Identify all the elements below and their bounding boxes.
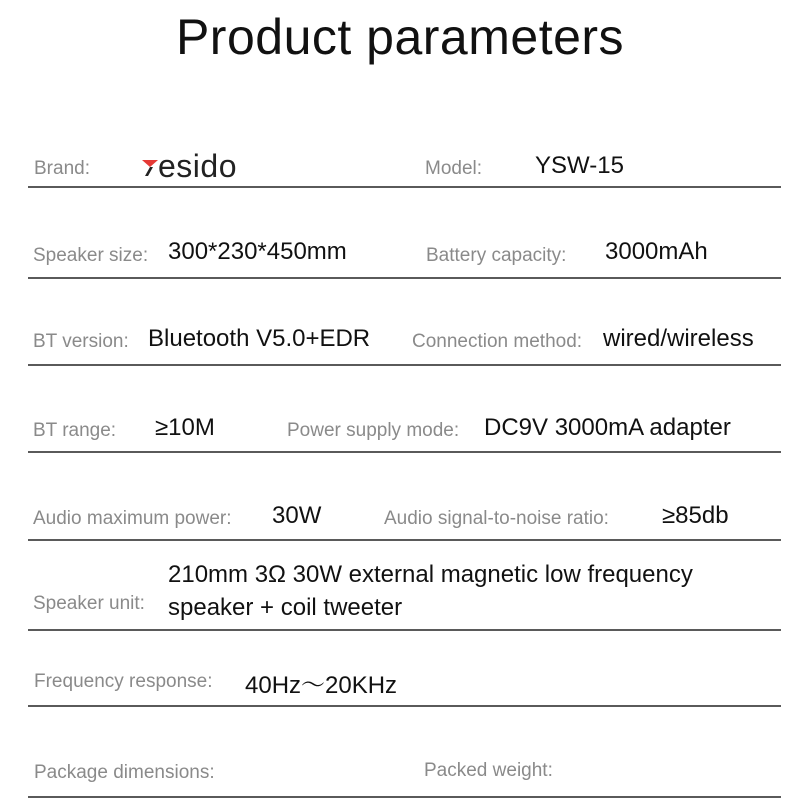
row-divider bbox=[28, 796, 781, 798]
row-divider bbox=[28, 539, 781, 541]
power-supply-value: DC9V 3000mA adapter bbox=[484, 414, 731, 441]
speaker-size-value: 300*230*450mm bbox=[168, 238, 347, 265]
bt-version-value: Bluetooth V5.0+EDR bbox=[148, 325, 371, 352]
packed-weight-label: Packed weight: bbox=[424, 760, 553, 781]
snr-value: ≥85db bbox=[662, 502, 729, 529]
frequency-label: Frequency response: bbox=[34, 671, 213, 692]
brand-label: Brand: bbox=[34, 158, 90, 179]
snr-label: Audio signal-to-noise ratio: bbox=[384, 508, 609, 529]
model-value: YSW-15 bbox=[535, 152, 624, 179]
page-title: Product parameters bbox=[175, 9, 625, 65]
speaker-size-label: Speaker size: bbox=[33, 245, 149, 266]
package-dimensions-label: Package dimensions: bbox=[34, 762, 215, 783]
brand-logo-text: esido bbox=[158, 148, 237, 184]
speaker-unit-label: Speaker unit: bbox=[33, 593, 145, 614]
speaker-unit-value-line1: 210mm 3Ω 30W external magnetic low frequency bbox=[168, 561, 693, 588]
connection-label: Connection method: bbox=[412, 331, 583, 352]
battery-label: Battery capacity: bbox=[426, 245, 567, 266]
row-divider bbox=[28, 705, 781, 707]
row-divider bbox=[28, 186, 781, 188]
connection-value: wired/wireless bbox=[603, 325, 754, 352]
row-divider bbox=[28, 451, 781, 453]
row-divider bbox=[28, 277, 781, 279]
power-supply-label: Power supply mode: bbox=[287, 420, 460, 441]
frequency-value: 40Hz～20KHz bbox=[245, 672, 398, 699]
bt-version-label: BT version: bbox=[33, 331, 129, 352]
speaker-unit-value-line2: speaker + coil tweeter bbox=[168, 594, 403, 621]
bt-range-label: BT range: bbox=[33, 420, 117, 441]
bt-range-value: ≥10M bbox=[155, 414, 215, 441]
model-label: Model: bbox=[425, 158, 483, 179]
row-divider bbox=[28, 629, 781, 631]
row-divider bbox=[28, 364, 781, 366]
brand-logo bbox=[142, 148, 237, 184]
battery-value: 3000mAh bbox=[605, 238, 708, 265]
max-power-value: 30W bbox=[272, 502, 322, 529]
brand-logo-mark bbox=[142, 156, 158, 176]
max-power-label: Audio maximum power: bbox=[33, 508, 232, 529]
